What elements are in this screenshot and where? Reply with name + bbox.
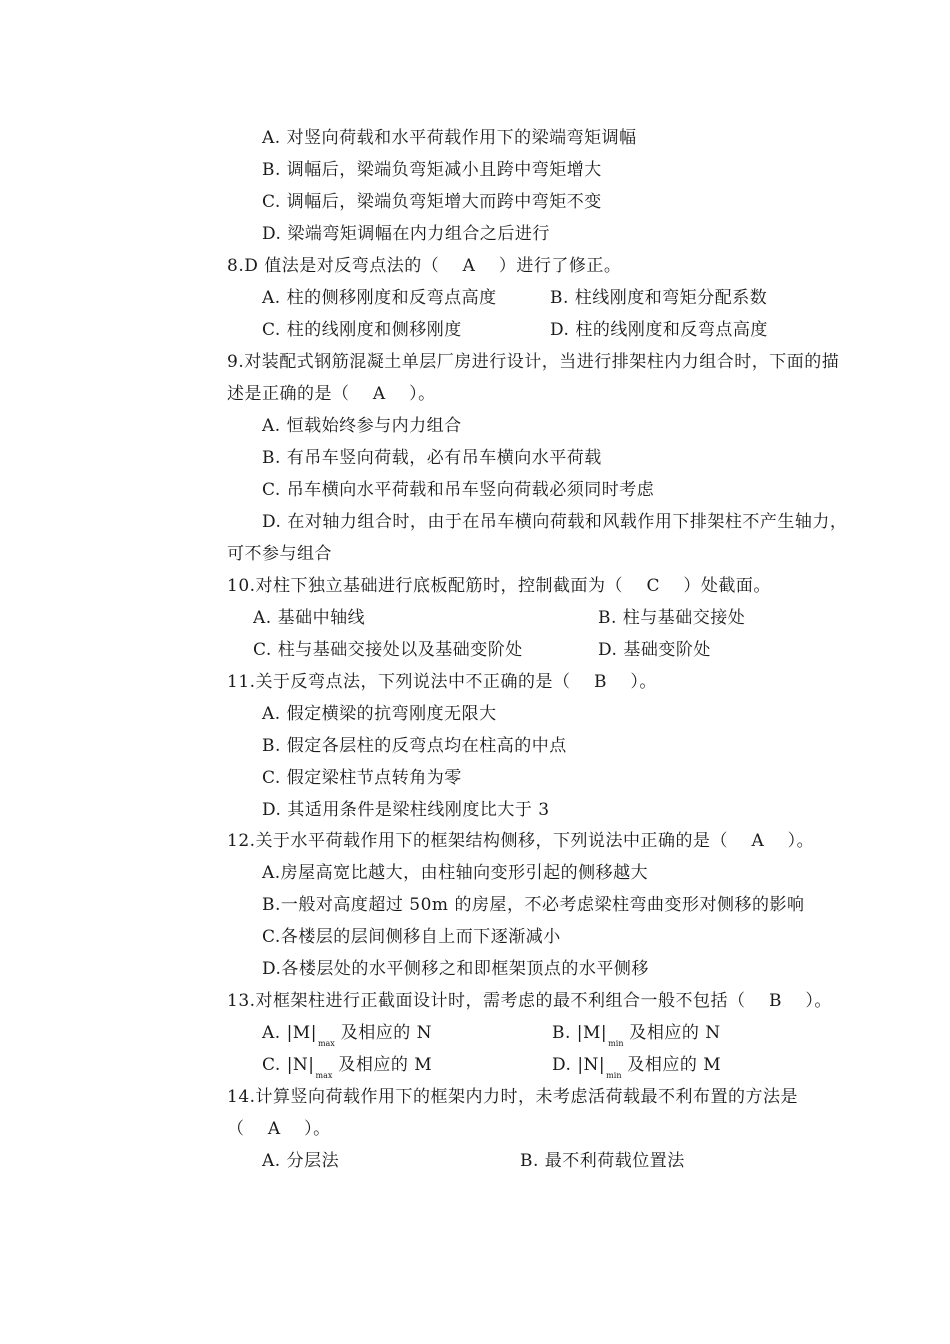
q10-option-b: B. 柱与基础交接处 bbox=[598, 608, 746, 628]
q7-option-b: B. 调幅后，梁端负弯矩减小且跨中弯矩增大 bbox=[262, 160, 602, 180]
q13-option-b-pre: B. |M| bbox=[552, 1023, 608, 1043]
q11-stem: 11.关于反弯点法，下列说法中不正确的是（ B ）。 bbox=[227, 672, 657, 692]
q13-option-b-sub: min bbox=[608, 1039, 624, 1048]
q13-option-a-post: 及相应的 N bbox=[334, 1023, 433, 1043]
q11-option-d: D. 其适用条件是梁柱线刚度比大于 3 bbox=[262, 800, 550, 820]
q8-stem: 8.D 值法是对反弯点法的（ A ）进行了修正。 bbox=[227, 256, 622, 276]
q14-stem-line2: （ A ）。 bbox=[227, 1119, 331, 1139]
q13-option-b bbox=[552, 1022, 721, 1047]
q8-option-d: D. 柱的线刚度和反弯点高度 bbox=[550, 320, 768, 340]
q8-option-a: A. 柱的侧移刚度和反弯点高度 bbox=[262, 288, 497, 308]
q10-option-d: D. 基础变阶处 bbox=[598, 640, 711, 660]
q12-option-d: D.各楼层处的水平侧移之和即框架顶点的水平侧移 bbox=[262, 959, 649, 979]
q7-option-d: D. 梁端弯矩调幅在内力组合之后进行 bbox=[262, 224, 550, 244]
q14-option-a: A. 分层法 bbox=[262, 1151, 340, 1171]
q13-option-c-post: 及相应的 M bbox=[332, 1055, 433, 1075]
q9-stem-line2: 述是正确的是（ A ）。 bbox=[227, 384, 436, 404]
q13-option-d bbox=[552, 1054, 721, 1079]
q11-option-b: B. 假定各层柱的反弯点均在柱高的中点 bbox=[262, 736, 567, 756]
q10-stem: 10.对柱下独立基础进行底板配筋时，控制截面为（ C ）处截面。 bbox=[227, 576, 771, 596]
q13-option-d-sub: min bbox=[606, 1071, 622, 1080]
q13-option-a-sub: max bbox=[317, 1039, 335, 1048]
q13-option-c bbox=[262, 1054, 432, 1079]
q12-option-b: B.一般对高度超过 50m 的房屋，不必考虑梁柱弯曲变形对侧移的影响 bbox=[262, 895, 805, 915]
q12-option-a: A.房屋高宽比越大，由柱轴向变形引起的侧移越大 bbox=[262, 863, 649, 883]
q13-option-a-pre: A. |M| bbox=[262, 1023, 317, 1043]
q11-option-a: A. 假定横梁的抗弯刚度无限大 bbox=[262, 704, 497, 724]
q13-option-d-pre: D. |N| bbox=[552, 1055, 606, 1075]
q10-option-a: A. 基础中轴线 bbox=[253, 608, 366, 628]
q13-option-b-post: 及相应的 N bbox=[623, 1023, 721, 1043]
q7-option-a: A. 对竖向荷载和水平荷载作用下的梁端弯矩调幅 bbox=[262, 128, 637, 148]
q9-option-b: B. 有吊车竖向荷载，必有吊车横向水平荷载 bbox=[262, 448, 602, 468]
q12-stem: 12.关于水平荷载作用下的框架结构侧移，下列说法中正确的是（ A ）。 bbox=[227, 831, 815, 851]
q8-option-b: B. 柱线刚度和弯矩分配系数 bbox=[550, 288, 768, 308]
q9-option-c: C. 吊车横向水平荷载和吊车竖向荷载必须同时考虑 bbox=[262, 480, 655, 500]
q7-option-c: C. 调幅后，梁端负弯矩增大而跨中弯矩不变 bbox=[262, 192, 602, 212]
q8-option-c: C. 柱的线刚度和侧移刚度 bbox=[262, 320, 462, 340]
q9-option-a: A. 恒载始终参与内力组合 bbox=[262, 416, 462, 436]
q11-option-c: C. 假定梁柱节点转角为零 bbox=[262, 768, 462, 788]
q13-stem: 13.对框架柱进行正截面设计时，需考虑的最不利组合一般不包括（ B ）。 bbox=[227, 991, 832, 1011]
q10-option-c: C. 柱与基础交接处以及基础变阶处 bbox=[253, 640, 523, 660]
q9-stem-line1: 9.对装配式钢筋混凝土单层厂房进行设计，当进行排架柱内力组合时，下面的描 bbox=[227, 352, 840, 372]
q13-option-c-pre: C. |N| bbox=[262, 1055, 315, 1075]
q9-option-d-line2: 可不参与组合 bbox=[227, 544, 332, 564]
q13-option-d-post: 及相应的 M bbox=[621, 1055, 722, 1075]
q13-option-c-sub: max bbox=[315, 1071, 333, 1080]
q9-option-d-line1: D. 在对轴力组合时，由于在吊车横向荷载和风载作用下排架柱不产生轴力， bbox=[262, 512, 848, 532]
q14-option-b: B. 最不利荷载位置法 bbox=[520, 1151, 685, 1171]
q14-stem-line1: 14.计算竖向荷载作用下的框架内力时，未考虑活荷载最不利布置的方法是 bbox=[227, 1087, 799, 1107]
q12-option-c: C.各楼层的层间侧移自上而下逐渐减小 bbox=[262, 927, 561, 947]
q13-option-a bbox=[262, 1022, 432, 1047]
